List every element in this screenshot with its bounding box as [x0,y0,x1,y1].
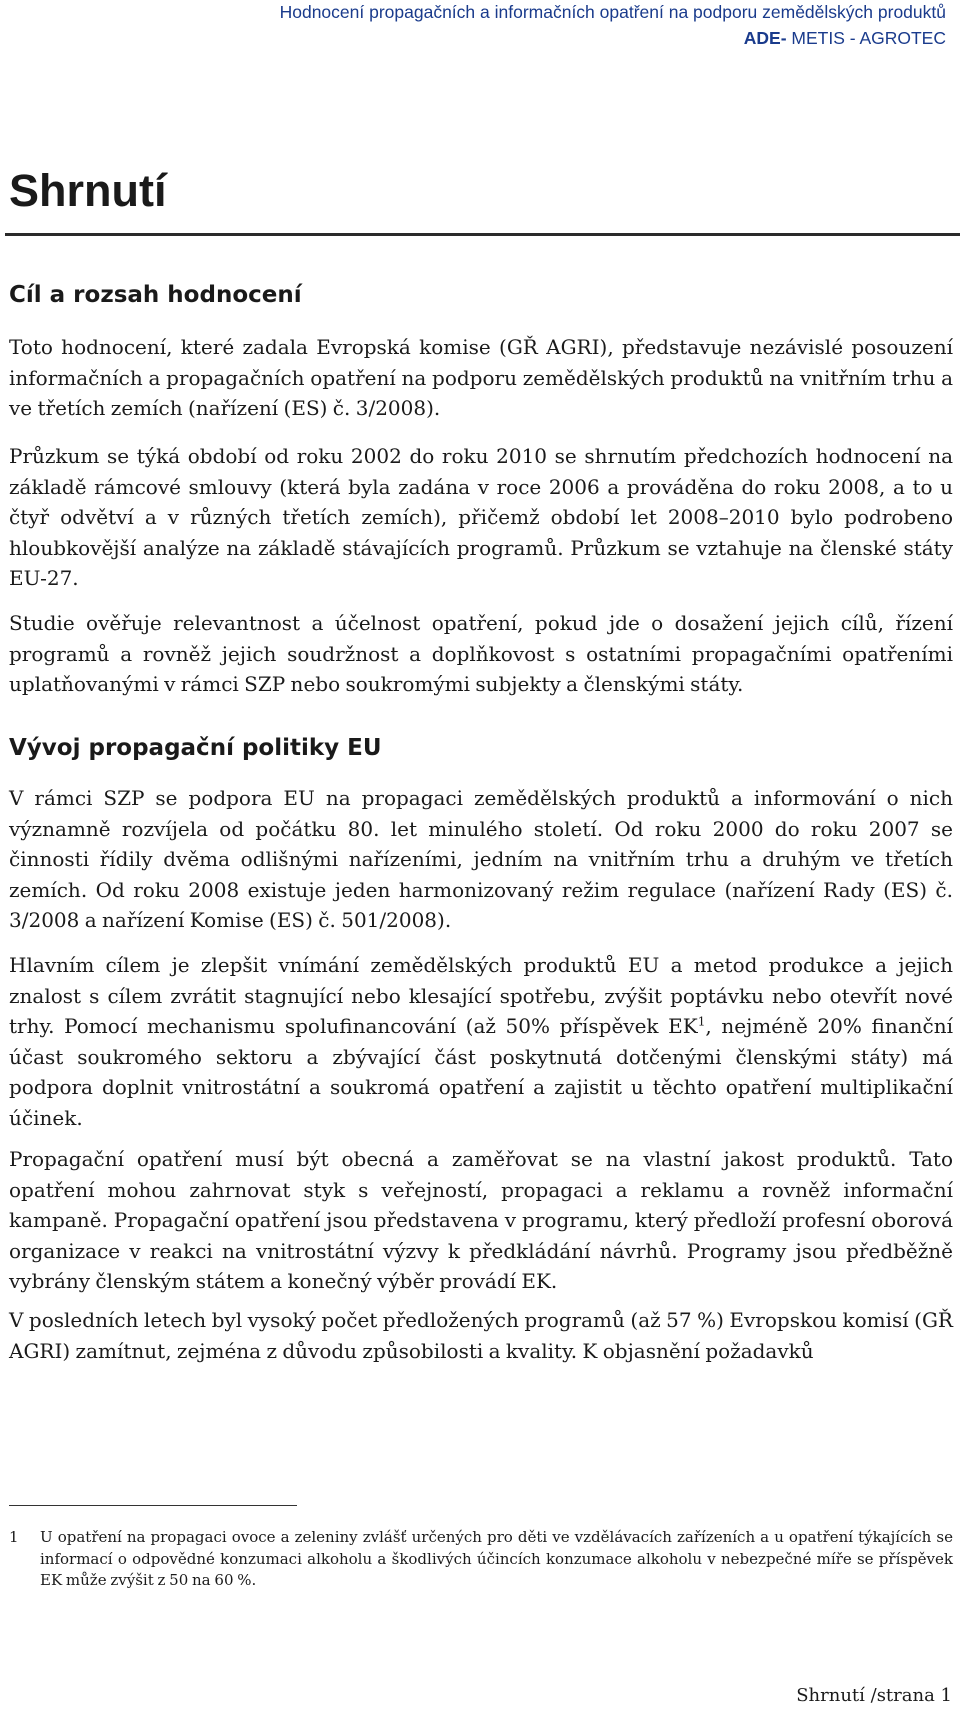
section-heading-policy: Vývoj propagační politiky EU [9,735,382,761]
org-name-bold: ADE- [743,28,787,48]
org-name-rest: METIS - AGROTEC [786,28,946,48]
footnote-divider [9,1505,297,1506]
section-heading-goal: Cíl a rozsah hodnocení [9,282,302,308]
paragraph: V posledních letech byl vysoký počet předložených programů (až 57 %) Evropskou komisí (GŘ AGRI) zamítnut, zejména z důvodu způsobilosti a kvality. K objasnění požadavků [9,1308,953,1363]
running-header-org [744,28,946,49]
paragraph: Průzkum se týká období od roku 2002 do roku 2010 se shrnutím předchozích hodnocení na základě rámcové smlouvy (která byla zadána v roce 2006 a prováděna do roku 2008, a to u čtyř odvětví a v různých třetích zemích), přičemž období let 2008–2010 bylo podrobeno hloubkovější analýze na základě stávajících programů. Průzkum se vztahuje na členské státy EU-27. [9,444,953,590]
running-header-title: Hodnocení propagačních a informačních opatření na podporu zemědělských produktů [279,2,946,22]
page-title: Shrnutí [9,165,167,216]
footnote-number: 1 [9,1528,19,1546]
footnote-reference: 1 [697,1014,706,1029]
footnote-text: U opatření na propagaci ovoce a zeleniny zvlášť určených pro děti ve vzdělávacích zařízeních a u opatření týkajících se informací o odpovědné konzumaci alkoholu a škodlivých účincích konzumace alkoholu v nebezpečné míře se příspěvek EK může zvýšit z 50 na 60 %. [40,1528,953,1589]
paragraph: Propagační opatření musí být obecná a zaměřovat se na vlastní jakost produktů. Tato opatření mohou zahrnovat styk s veřejností, propagaci a reklamu a rovněž informační kampaně. Propagační opatření jsou představena v programu, který předloží profesní oborová organizace v reakci na vnitrostátní výzvy k předkládání návrhů. Programy jsou předběžně vybrány členským státem a konečný výběr provádí EK. [9,1147,953,1293]
page-footer: Shrnutí /strana 1 [796,1685,952,1706]
paragraph: Studie ověřuje relevantnost a účelnost opatření, pokud jde o dosažení jejich cílů, řízení programů a rovněž jejich soudržnost a doplňkovost s ostatními propagačními opatřeními uplatňovanými v rámci SZP nebo soukromými subjekty a členskými státy. [9,611,953,696]
paragraph-part: Hlavním cílem je zlepšit vnímání zemědělských produktů EU a metod produkce a jejich znalost s cílem zvrátit stagnující nebo klesající spotřebu, zvýšit poptávku nebo otevřít nové trhy. Pomocí mechanismu spolufinancování (až 50% příspěvek EK [9,953,953,1038]
paragraph: V rámci SZP se podpora EU na propagaci zemědělských produktů a informování o nich významně rozvíjela od počátku 80. let minulého století. Od roku 2000 do roku 2007 se činnosti řídily dvěma odlišnými nařízeními, jedním na vnitřním trhu a druhým ve třetích zemích. Od roku 2008 existuje jeden harmonizovaný režim regulace (nařízení Rady (ES) č. 3/2008 a nařízení Komise (ES) č. 501/2008). [9,786,953,932]
paragraph [9,950,953,1133]
footnote [9,1527,953,1592]
paragraph: Toto hodnocení, které zadala Evropská komise (GŘ AGRI), představuje nezávislé posouzení informačních a propagačních opatření na podporu zemědělských produktů na vnitřním trhu a ve třetích zemích (nařízení (ES) č. 3/2008). [9,335,953,420]
paragraph-part: , nejméně 20% finanční účast soukromého sektoru a zbývající část poskytnutá dotčenými členskými státy) má podpora doplnit vnitrostátní a soukromá opatření a zajistit u těchto opatření multiplikační účinek. [9,1014,954,1130]
title-divider [5,233,960,236]
